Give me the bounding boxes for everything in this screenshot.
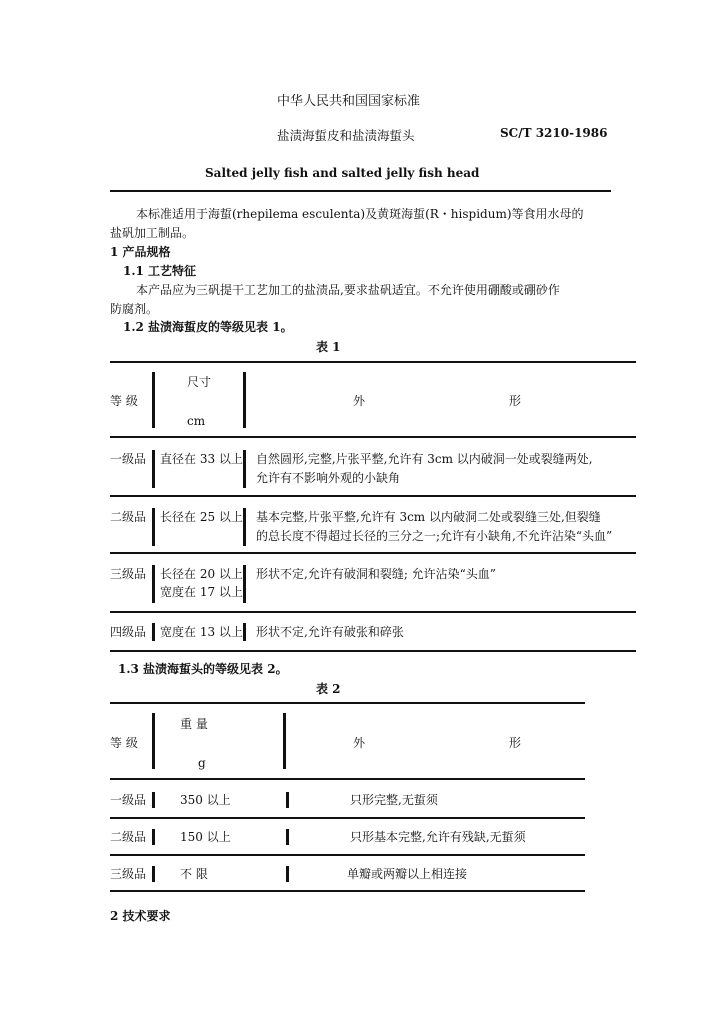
table-2-header-appearance: 外: [353, 736, 366, 750]
intro-paragraph-line: 本标准适用于海蜇(rhepilema esculenta)及黄斑海蜇(R・hispidum)等食用水母的: [136, 207, 584, 221]
table-row-weight: 不 限: [180, 867, 208, 881]
section-1-1-heading: 1.1 工艺特征: [123, 264, 197, 278]
table-1-header-unit: cm: [187, 414, 206, 428]
intro-paragraph-line: 盐矾加工制品。: [110, 226, 195, 240]
table-2-header-appearance: 形: [509, 736, 522, 750]
section-1-1-text: 防腐剂。: [110, 302, 159, 316]
section-1-2-heading: 1.2 盐渍海蜇皮的等级见表 1。: [123, 320, 293, 334]
table-2-header-grade: 等 级: [110, 736, 138, 750]
table-row-grade: 二级品: [110, 510, 147, 524]
table-row-size: 长径在 20 以上: [160, 567, 243, 581]
header-divider: [110, 190, 611, 192]
table-row-appearance: 基本完整,片张平整,允许有 3cm 以内破洞二处或裂缝三处,但裂缝: [256, 510, 601, 524]
standard-code: SC/T 3210-1986: [500, 126, 608, 140]
table-row-weight: 350 以上: [180, 793, 231, 807]
table-row-grade: 一级品: [110, 793, 147, 807]
table-row-weight: 150 以上: [180, 830, 231, 844]
table-row-appearance: 允许有不影响外观的小缺角: [256, 471, 401, 485]
table-1-header-grade: 等 级: [110, 394, 138, 408]
section-1-3-heading: 1.3 盐渍海蜇头的等级见表 2。: [118, 662, 288, 676]
table-row-grade: 四级品: [110, 625, 147, 639]
table-1-header-appearance: 形: [509, 394, 522, 408]
table-row-appearance: 形状不定,允许有破洞和裂缝; 允许沾染“头血”: [256, 567, 496, 581]
table-row-appearance: 只形完整,无蜇须: [350, 793, 438, 807]
table-row-appearance: 只形基本完整,允许有残缺,无蜇须: [350, 830, 526, 844]
table-row-appearance: 的总长度不得超过长径的三分之一;允许有小缺角,不允许沾染“头血”: [256, 529, 613, 543]
section-1-heading: 1 产品规格: [110, 245, 171, 259]
table-1-header-size: 尺寸: [187, 375, 212, 389]
table-row-grade: 二级品: [110, 830, 147, 844]
table-row-appearance: 形状不定,允许有破张和碎张: [256, 625, 404, 639]
national-standard-heading: 中华人民共和国国家标准: [277, 94, 421, 109]
section-2-heading: 2 技术要求: [110, 909, 171, 923]
table-row-appearance: 自然圆形,完整,片张平整,允许有 3cm 以内破洞一处或裂缝两处,: [256, 452, 593, 466]
table-row-grade: 一级品: [110, 452, 147, 466]
table-1-header-appearance: 外: [353, 394, 366, 408]
table-row-size: 宽度在 17 以上: [160, 585, 243, 599]
table-row-grade: 三级品: [110, 567, 147, 581]
document-title-en: Salted jelly fish and salted jelly fish head: [205, 166, 480, 180]
table-row-grade: 三级品: [110, 867, 147, 881]
table-row-size: 长径在 25 以上: [160, 510, 243, 524]
table-1-caption: 表 1: [316, 340, 341, 354]
table-2-header-unit: g: [198, 756, 206, 770]
table-2-header-weight: 重 量: [180, 717, 208, 731]
table-row-size: 直径在 33 以上: [160, 452, 243, 466]
table-row-appearance: 单瓣或两瓣以上相连接: [347, 867, 468, 881]
document-title-cn: 盐渍海蜇皮和盐渍海蜇头: [277, 128, 415, 143]
section-1-1-text: 本产品应为三矾提干工艺加工的盐渍品,要求盐矾适宜。不允许使用硼酸或硼砂作: [136, 283, 560, 297]
table-2-caption: 表 2: [316, 682, 341, 696]
table-row-size: 宽度在 13 以上: [160, 625, 243, 639]
